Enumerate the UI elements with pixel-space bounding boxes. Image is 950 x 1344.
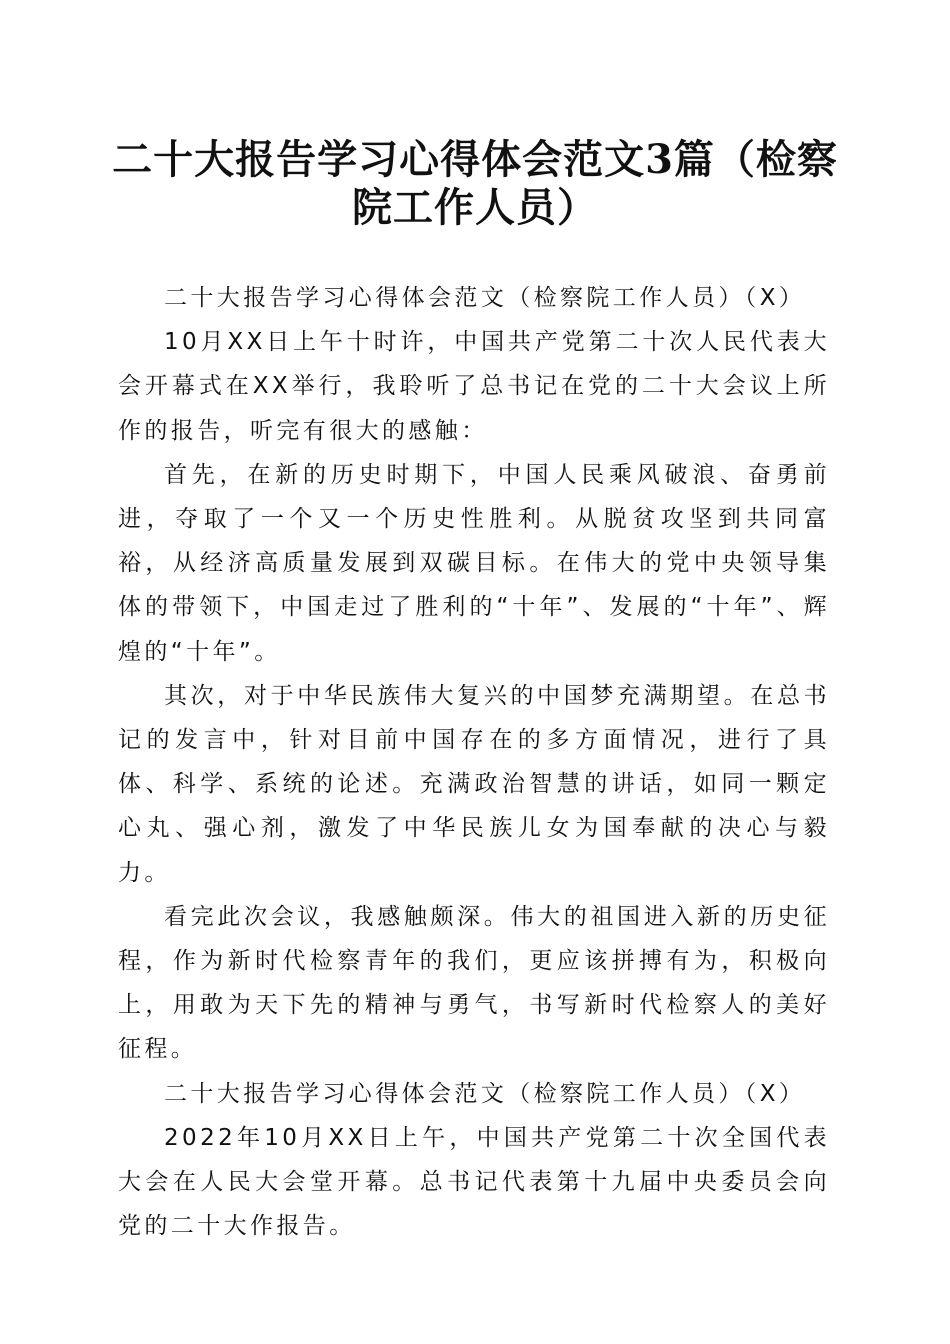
document-title: 二十大报告学习心得体会范文3篇（检察院工作人员） [112, 136, 838, 231]
body-paragraph: 看完此次会议，我感触颇深。伟大的祖国进入新的历史征程，作为新时代检察青年的我们，更应该拼搏有为，积极向上，用敢为天下先的精神与勇气，书写新时代检察人的美好征程。 [118, 903, 830, 1063]
body-paragraph: 其次，对于中华民族伟大复兴的中国梦充满期望。在总书记的发言中，针对目前中国存在的多方面情况，进行了具体、科学、系统的论述。充满政治智慧的讲话，如同一颗定心丸、强心剂，激发了中华民族儿女为国奉献的决心与毅力。 [118, 682, 830, 886]
body-paragraph: 2022年10月XX日上午，中国共产党第二十次全国代表大会在人民大会堂开幕。总书记代表第十九届中央委员会向党的二十大作报告。 [118, 1124, 830, 1240]
section-heading-1: 二十大报告学习心得体会范文（检察院工作人员）（X） [164, 285, 806, 311]
document-body [118, 276, 830, 1248]
section-heading-2: 二十大报告学习心得体会范文（检察院工作人员）（X） [164, 1080, 806, 1107]
body-paragraph: 首先，在新的历史时期下，中国人民乘风破浪、奋勇前进，夺取了一个又一个历史性胜利。从脱贫攻坚到共同富裕，从经济高质量发展到双碳目标。在伟大的党中央领导集体的带领下，中国走过了胜利的“十年”、发展的“十年”、辉煌的“十年”。 [118, 461, 830, 665]
body-paragraph: 10月XX日上午十时许，中国共产党第二十次人民代表大会开幕式在XX举行，我聆听了总书记在党的二十大会议上所作的报告，听完有很大的感触： [118, 329, 830, 444]
